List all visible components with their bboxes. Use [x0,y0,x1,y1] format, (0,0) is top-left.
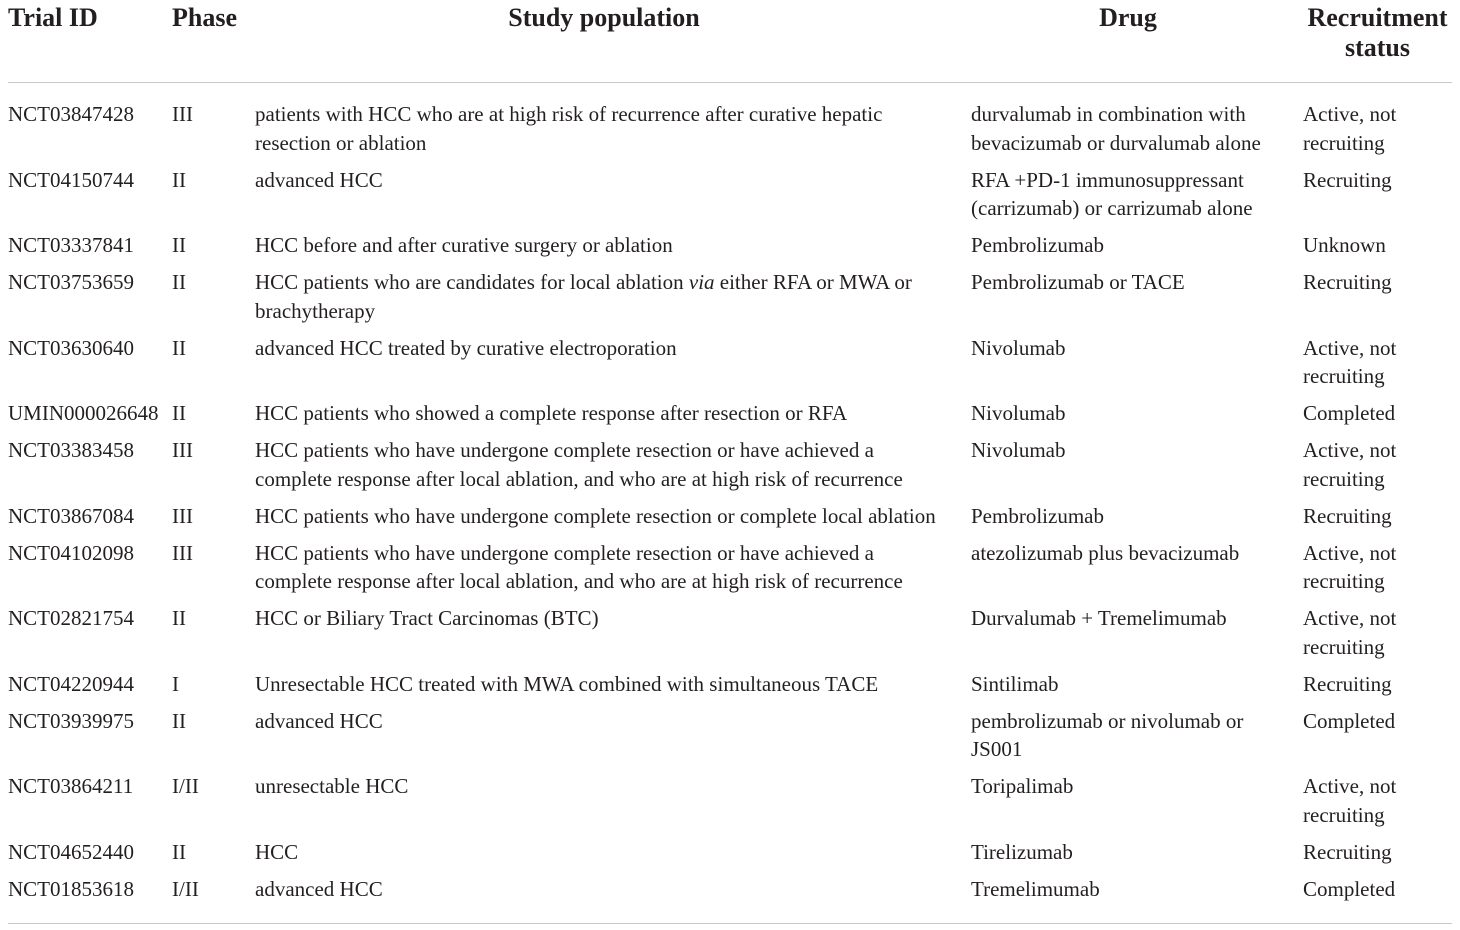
recruitment-status-text: Active, not [1303,774,1397,798]
trial-id-text: NCT03867084 [8,503,134,528]
trial-id-cell [8,329,172,395]
study-population-text: advanced HCC treated by curative electroporation [255,335,677,360]
table-row [8,329,1452,395]
phase-text: I/II [172,876,199,901]
table-row [8,497,1452,534]
recruitment-status-text: Completed [1303,876,1396,901]
recruitment-status-text: Recruiting [1303,503,1392,528]
header-trial-id: Trial ID [8,0,172,83]
phase-text: III [172,102,193,126]
table-row [8,83,1452,161]
drug-text: Toripalimab [971,774,1074,798]
table-row [8,161,1452,227]
phase-text: II [172,335,186,360]
phase-cell [172,665,255,702]
drug-cell [971,329,1303,395]
study-population-cell [255,227,971,264]
study-population-cell [255,161,971,227]
phase-cell [172,702,255,768]
study-population-text: advanced HCC [255,876,383,901]
drug-text: Pembrolizumab [971,233,1104,257]
drug-cell [971,870,1303,923]
drug-text: Tirelizumab [971,839,1073,864]
study-population-text: Unresectable HCC treated with MWA combined with simultaneous TACE [255,671,879,696]
trial-id-text: NCT03383458 [8,438,134,462]
table-container [8,0,1452,924]
study-population-text: HCC patients who have undergone complete resection or complete local ablation [255,503,936,528]
recruitment-status-text: Active, not [1303,102,1397,126]
trial-id-cell [8,768,172,834]
trial-id-cell [8,702,172,768]
recruitment-status-cell [1303,83,1452,161]
header-study-population: Study population [255,0,971,83]
study-population-cell [255,497,971,534]
table-row [8,833,1452,870]
recruitment-status-cell [1303,600,1452,666]
study-population-text: patients with HCC who are at high risk of recurrence after curative hepatic [255,102,883,126]
phase-text: I [172,671,179,696]
phase-text: III [172,438,193,462]
phase-text: II [172,233,186,257]
study-population-cell [255,600,971,666]
drug-text: Nivolumab [971,438,1066,462]
recruitment-status-cell [1303,665,1452,702]
table-row [8,227,1452,264]
phase-cell [172,432,255,498]
study-population-cell [255,702,971,768]
recruitment-status-text: recruiting [1303,130,1385,155]
trial-id-cell [8,833,172,870]
recruitment-status-cell [1303,264,1452,330]
recruitment-status-text: Active, not [1303,540,1397,565]
drug-text: durvalumab in combination with [971,102,1246,126]
phase-text: III [172,503,193,528]
recruitment-status-text: Unknown [1303,233,1386,257]
recruitment-status-text: Completed [1303,708,1396,733]
table-body [8,83,1452,924]
header-row [8,0,1452,83]
study-population-cell [255,264,971,330]
drug-text: Sintilimab [971,671,1059,696]
recruitment-status-text: Active, not [1303,606,1397,630]
drug-text: Pembrolizumab or TACE [971,270,1185,294]
recruitment-status-cell [1303,833,1452,870]
phase-cell [172,768,255,834]
table-row [8,702,1452,768]
study-population-text: brachytherapy [255,298,376,323]
phase-cell [172,534,255,600]
header-drug: Drug [971,0,1303,83]
study-population-text: complete response after local ablation, and who are at high risk of recurrence [255,466,903,491]
table-row [8,665,1452,702]
study-population-cell [255,768,971,834]
drug-cell [971,600,1303,666]
trial-id-text: NCT03939975 [8,708,134,733]
study-population-cell [255,432,971,498]
recruitment-status-text: Recruiting [1303,839,1392,864]
study-population-text: HCC patients who showed a complete response after resection or RFA [255,401,848,425]
phase-text: I/II [172,774,199,798]
drug-cell [971,534,1303,600]
drug-text: atezolizumab plus bevacizumab [971,540,1240,565]
trial-id-text: UMIN000026648 [8,401,159,425]
drug-text: Tremelimumab [971,876,1100,901]
study-population-cell [255,833,971,870]
recruitment-status-text: Completed [1303,401,1396,425]
study-population-text [255,268,953,297]
recruitment-status-cell [1303,329,1452,395]
table-row [8,264,1452,330]
drug-text: (carrizumab) or carrizumab alone [971,196,1253,220]
header-recruitment-status: Recruitment status [1303,0,1452,83]
phase-text: II [172,401,186,425]
drug-text: Nivolumab [971,401,1066,425]
table-header [8,0,1452,83]
table-row [8,870,1452,923]
study-population-cell [255,534,971,600]
trial-id-cell [8,264,172,330]
drug-cell [971,395,1303,432]
recruitment-status-text: recruiting [1303,364,1385,388]
text-segment: either RFA or MWA or [714,270,912,294]
recruitment-status-cell [1303,161,1452,227]
text-segment: HCC patients who are candidates for local ablation [255,270,689,294]
study-population-cell [255,395,971,432]
table-row [8,534,1452,600]
table-row [8,432,1452,498]
recruitment-status-text: recruiting [1303,634,1385,659]
phase-cell [172,600,255,666]
phase-cell [172,833,255,870]
trial-id-text: NCT01853618 [8,876,134,901]
drug-cell [971,161,1303,227]
phase-cell [172,227,255,264]
phase-text: II [172,270,186,294]
phase-cell [172,264,255,330]
study-population-text: advanced HCC [255,708,383,733]
recruitment-status-text: recruiting [1303,466,1385,491]
phase-cell [172,161,255,227]
recruitment-status-text: Active, not [1303,438,1397,462]
phase-cell [172,395,255,432]
recruitment-status-cell [1303,702,1452,768]
recruitment-status-cell [1303,432,1452,498]
drug-text: Durvalumab + Tremelimumab [971,606,1227,630]
recruitment-status-text: Recruiting [1303,270,1392,294]
recruitment-status-text: Active, not [1303,335,1397,360]
drug-text: Pembrolizumab [971,503,1104,528]
trial-id-cell [8,534,172,600]
trial-id-text: NCT04150744 [8,167,134,192]
trial-id-text: NCT03847428 [8,102,134,126]
recruitment-status-cell [1303,395,1452,432]
drug-cell [971,665,1303,702]
phase-cell [172,83,255,161]
study-population-text: HCC [255,839,299,864]
trial-id-cell [8,227,172,264]
study-population-text: complete response after local ablation, and who are at high risk of recurrence [255,569,903,593]
clinical-trials-table [8,0,1452,924]
trial-id-cell [8,497,172,534]
phase-cell [172,329,255,395]
drug-cell [971,702,1303,768]
study-population-text: advanced HCC [255,167,383,192]
study-population-cell [255,83,971,161]
drug-text: pembrolizumab or nivolumab or [971,708,1244,733]
trial-id-text: NCT03337841 [8,233,134,257]
table-row [8,395,1452,432]
study-population-text: HCC patients who have undergone complete resection or have achieved a [255,438,874,462]
drug-cell [971,227,1303,264]
study-population-text: unresectable HCC [255,774,409,798]
drug-text: JS001 [971,737,1023,761]
trial-id-text: NCT04652440 [8,839,134,864]
trial-id-text: NCT03753659 [8,270,134,294]
trial-id-text: NCT04102098 [8,540,134,565]
phase-text: II [172,606,186,630]
table-row [8,600,1452,666]
recruitment-status-cell [1303,768,1452,834]
trial-id-cell [8,395,172,432]
trial-id-cell [8,870,172,923]
trial-id-text: NCT03630640 [8,335,134,360]
phase-text: II [172,167,186,192]
recruitment-status-cell [1303,870,1452,923]
trial-id-text: NCT04220944 [8,671,134,696]
trial-id-cell [8,83,172,161]
drug-text: Nivolumab [971,335,1066,360]
drug-text: RFA +PD-1 immunosuppressant [971,167,1244,192]
drug-cell [971,833,1303,870]
phase-text: III [172,540,193,565]
recruitment-status-cell [1303,497,1452,534]
phase-text: II [172,839,186,864]
drug-cell [971,768,1303,834]
drug-text: bevacizumab or durvalumab alone [971,130,1261,155]
study-population-cell [255,870,971,923]
recruitment-status-text: Recruiting [1303,167,1392,192]
recruitment-status-text: recruiting [1303,802,1385,827]
phase-cell [172,497,255,534]
phase-text: II [172,708,186,733]
drug-cell [971,264,1303,330]
trial-id-text: NCT03864211 [8,774,134,798]
study-population-text: resection or ablation [255,130,427,155]
drug-cell [971,497,1303,534]
study-population-cell [255,329,971,395]
recruitment-status-text: Recruiting [1303,671,1392,696]
header-phase: Phase [172,0,255,83]
study-population-text: HCC before and after curative surgery or ablation [255,233,673,257]
trial-id-cell [8,161,172,227]
trial-id-cell [8,665,172,702]
drug-cell [971,432,1303,498]
trial-id-text: NCT02821754 [8,606,134,630]
emphasis-text: via [688,270,715,294]
recruitment-status-cell [1303,227,1452,264]
phase-cell [172,870,255,923]
study-population-cell [255,665,971,702]
trial-id-cell [8,432,172,498]
recruitment-status-cell [1303,534,1452,600]
trial-id-cell [8,600,172,666]
table-row [8,768,1452,834]
study-population-text: HCC patients who have undergone complete resection or have achieved a [255,540,874,565]
study-population-text: HCC or Biliary Tract Carcinomas (BTC) [255,606,599,630]
recruitment-status-text: recruiting [1303,569,1385,593]
drug-cell [971,83,1303,161]
